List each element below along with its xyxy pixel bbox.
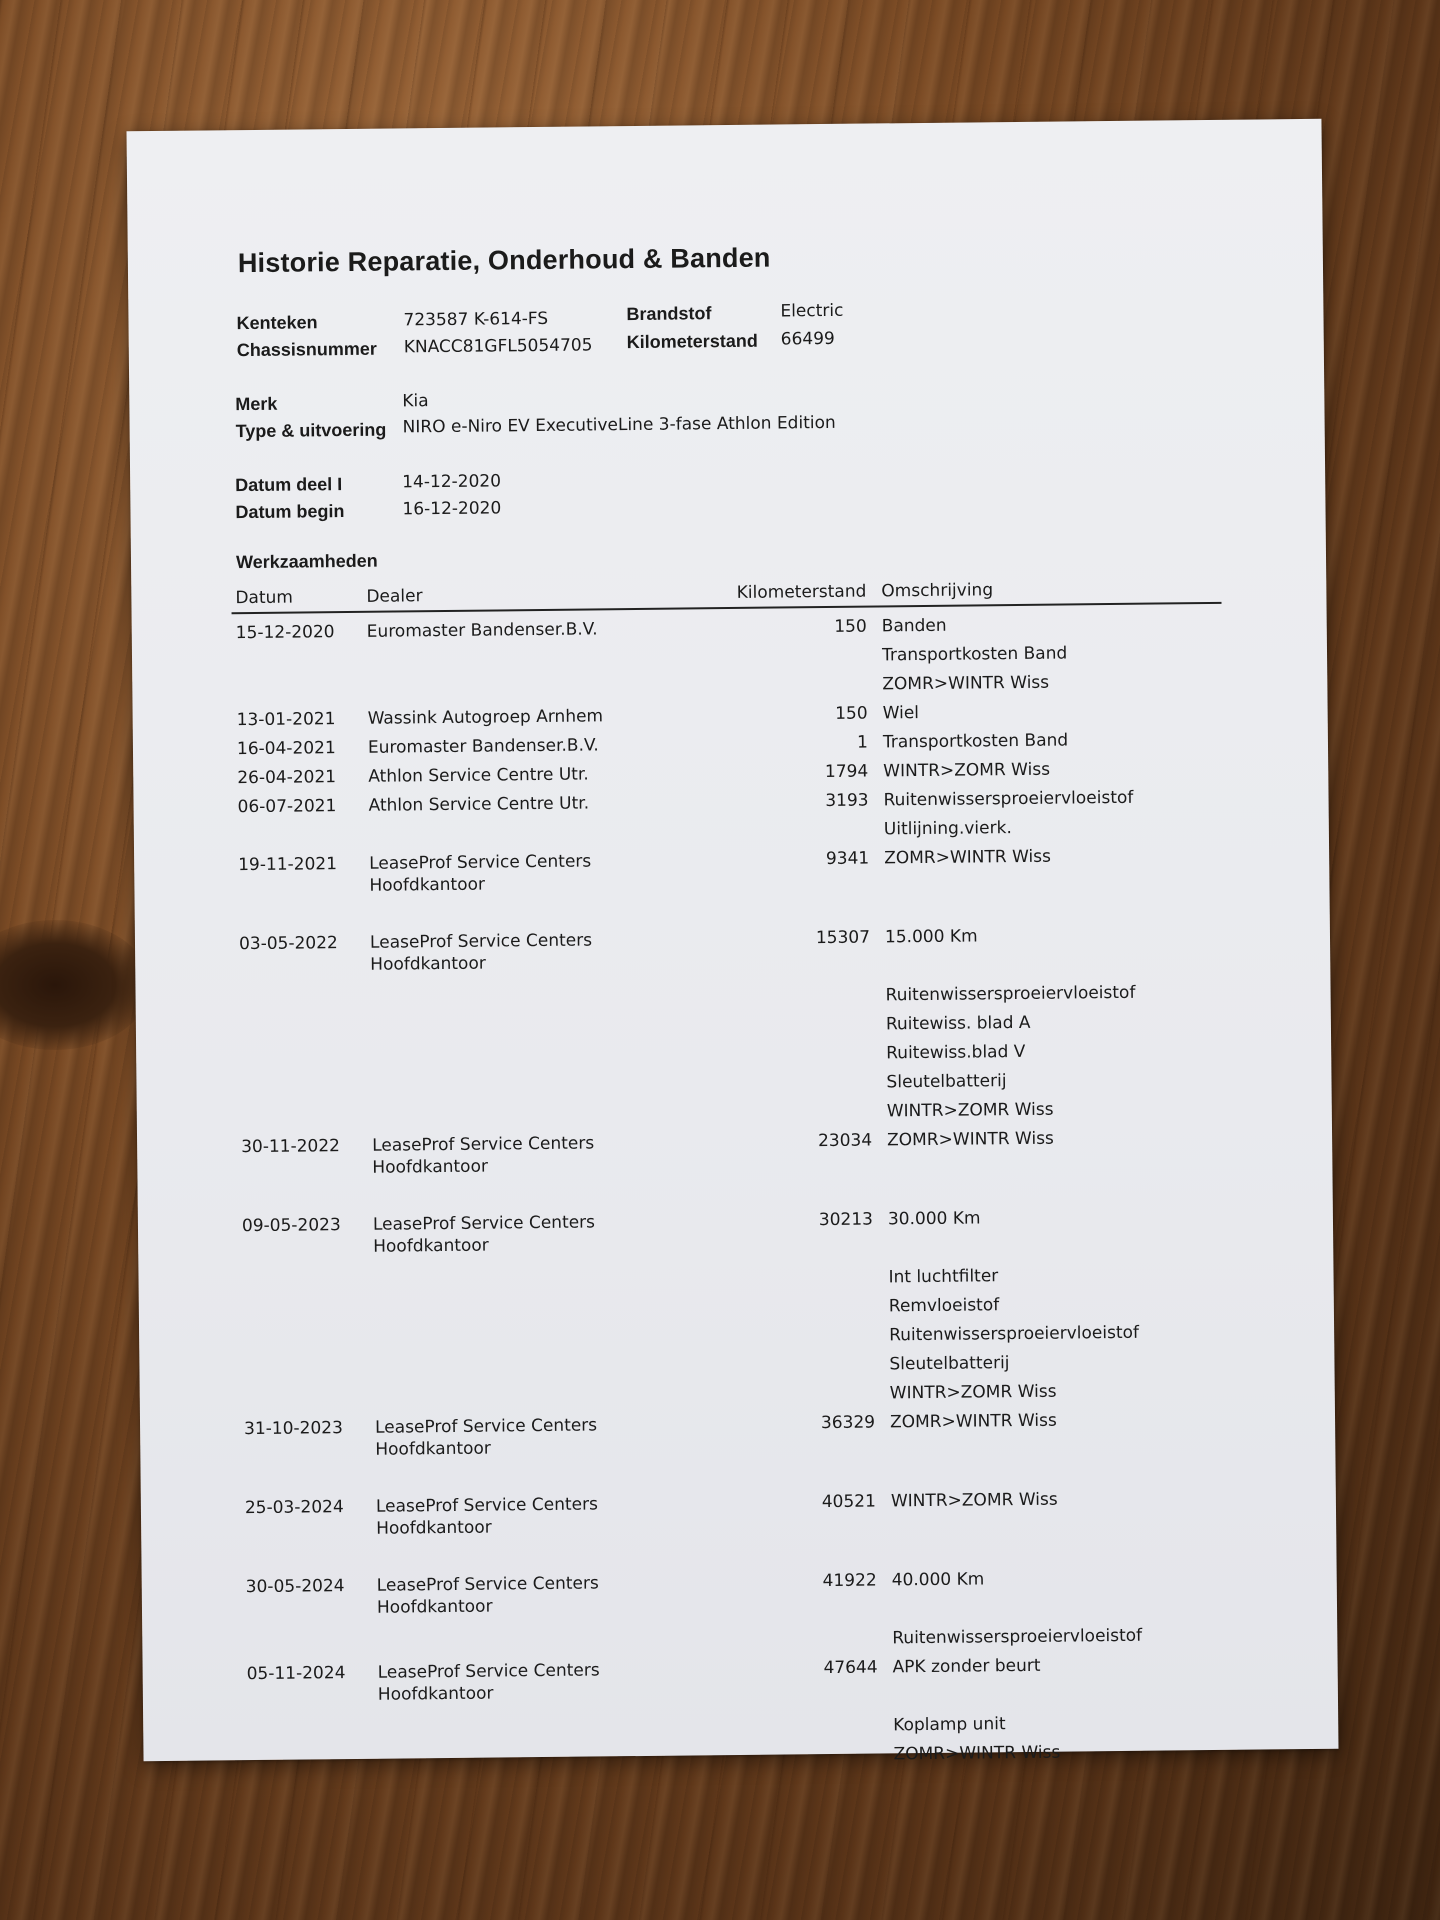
merk-label: Merk xyxy=(235,393,278,415)
werkzaamheden-title: Werkzaamheden xyxy=(235,550,378,573)
row-omschrijving: Transportkosten Band xyxy=(882,730,1069,753)
row-omschrijving: ZOMR>WINTR Wiss xyxy=(887,1128,1054,1151)
row-datum: 15-12-2020 xyxy=(235,622,335,644)
row-omschrijving: 30.000 Km xyxy=(887,1208,981,1230)
row-datum: 31-10-2023 xyxy=(243,1418,343,1440)
chassis-label: Chassisnummer xyxy=(236,338,377,361)
row-dealer: Athlon Service Centre Utr. xyxy=(368,793,590,816)
row-omschrijving: WINTR>ZOMR Wiss xyxy=(890,1489,1058,1512)
table-header xyxy=(231,576,1221,614)
row-dealer: Euromaster Bandenser.B.V. xyxy=(366,619,598,642)
table-row xyxy=(243,1653,1233,1765)
kilometerstand-label: Kilometerstand xyxy=(626,330,758,353)
row-omschrijving: Transportkosten Band xyxy=(881,643,1068,666)
row-omschrijving: 40.000 Km xyxy=(891,1569,985,1591)
row-dealer: Athlon Service Centre Utr. xyxy=(368,764,589,787)
row-datum: 26-04-2021 xyxy=(237,767,337,789)
row-kilometerstand: 15307 xyxy=(815,927,871,949)
row-omschrijving: Wiel xyxy=(882,703,920,724)
header-datum: Datum xyxy=(235,587,294,609)
row-dealer: LeaseProf Service Centers Hoofdkantoor xyxy=(372,1212,596,1257)
kilometerstand-value: 66499 xyxy=(780,328,835,350)
row-dealer: Wassink Autogroep Arnhem xyxy=(367,706,604,729)
brandstof-label: Brandstof xyxy=(626,303,712,325)
work-table xyxy=(231,576,1221,1765)
document-title: Historie Reparatie, Onderhoud & Banden xyxy=(237,242,771,279)
row-omschrijving: Banden xyxy=(881,615,947,637)
row-omschrijving: Int luchtfilter xyxy=(888,1266,999,1288)
table-row xyxy=(240,1408,1230,1460)
table-row xyxy=(235,923,1225,1122)
row-omschrijving: Ruitenwissersproeiervloeistof xyxy=(883,787,1134,811)
row-kilometerstand: 30213 xyxy=(818,1209,874,1231)
row-kilometerstand: 41922 xyxy=(822,1570,877,1592)
row-datum: 16-04-2021 xyxy=(236,738,336,760)
table-row xyxy=(232,612,1222,695)
row-omschrijving: Ruitewiss.blad V xyxy=(886,1041,1026,1064)
table-row xyxy=(233,699,1223,731)
table-row xyxy=(238,1205,1228,1404)
datum-begin-label: Datum begin xyxy=(235,501,345,523)
type-label: Type & uitvoering xyxy=(235,419,387,442)
header-dealer: Dealer xyxy=(366,586,423,607)
row-datum: 13-01-2021 xyxy=(236,709,336,731)
row-kilometerstand: 3193 xyxy=(825,790,869,812)
row-omschrijving: WINTR>ZOMR Wiss xyxy=(889,1381,1057,1404)
header-omschrijving: Omschrijving xyxy=(881,580,994,602)
row-kilometerstand: 1794 xyxy=(824,761,869,783)
row-omschrijving: Sleutelbatterij xyxy=(889,1353,1010,1375)
type-value: NIRO e-Niro EV ExecutiveLine 3-fase Athlon Edition xyxy=(402,412,836,438)
row-datum: 30-11-2022 xyxy=(241,1136,341,1158)
row-kilometerstand: 150 xyxy=(834,616,867,637)
row-dealer: LeaseProf Service Centers Hoofdkantoor xyxy=(372,1133,595,1178)
paper-sheet xyxy=(126,119,1338,1765)
datum-deel-value: 14-12-2020 xyxy=(402,471,502,493)
row-datum: 30-05-2024 xyxy=(245,1576,345,1598)
row-kilometerstand: 1 xyxy=(857,732,869,753)
row-omschrijving: Koplamp unit xyxy=(893,1714,1006,1736)
row-datum: 25-03-2024 xyxy=(244,1497,344,1519)
row-omschrijving: ZOMR>WINTR Wiss xyxy=(884,846,1052,869)
row-kilometerstand: 40521 xyxy=(821,1491,876,1513)
datum-deel-label: Datum deel I xyxy=(235,474,343,496)
kenteken-label: Kenteken xyxy=(236,312,318,334)
row-omschrijving: WINTR>ZOMR Wiss xyxy=(883,759,1051,782)
row-kilometerstand: 36329 xyxy=(820,1412,876,1434)
header-kilometerstand: Kilometerstand xyxy=(736,581,867,603)
brandstof-value: Electric xyxy=(780,300,844,322)
kenteken-value: 723587 K-614-FS xyxy=(403,308,549,331)
row-datum: 19-11-2021 xyxy=(238,854,338,876)
row-omschrijving: WINTR>ZOMR Wiss xyxy=(886,1099,1054,1122)
row-kilometerstand: 9341 xyxy=(825,848,870,870)
row-dealer: LeaseProf Service Centers Hoofdkantoor xyxy=(376,1573,599,1618)
wood-knot xyxy=(0,920,150,1050)
row-datum: 03-05-2022 xyxy=(238,933,338,955)
row-omschrijving: ZOMR>WINTR Wiss xyxy=(889,1410,1057,1433)
row-dealer: LeaseProf Service Centers Hoofdkantoor xyxy=(369,851,592,896)
row-dealer: LeaseProf Service Centers Hoofdkantoor xyxy=(374,1415,598,1460)
row-omschrijving: APK zonder beurt xyxy=(892,1655,1041,1678)
row-datum: 06-07-2021 xyxy=(237,796,337,818)
chassis-value: KNACC81GFL5054705 xyxy=(403,335,593,358)
row-omschrijving: Uitlijning.vierk. xyxy=(883,818,1012,840)
table-row xyxy=(242,1566,1232,1649)
row-dealer: Euromaster Bandenser.B.V. xyxy=(367,735,599,758)
row-omschrijving: Ruitenwissersproeiervloeistof xyxy=(885,982,1136,1006)
row-dealer: LeaseProf Service Centers Hoofdkantoor xyxy=(377,1660,600,1705)
row-omschrijving: ZOMR>WINTR Wiss xyxy=(882,672,1050,695)
merk-value: Kia xyxy=(402,391,429,412)
row-kilometerstand: 150 xyxy=(835,703,868,724)
row-datum: 09-05-2023 xyxy=(241,1215,341,1237)
table-row xyxy=(234,844,1224,896)
row-omschrijving: 15.000 Km xyxy=(884,926,978,948)
row-dealer: LeaseProf Service Centers Hoofdkantoor xyxy=(375,1494,599,1539)
row-omschrijving: Ruitenwissersproeiervloeistof xyxy=(889,1322,1140,1346)
row-kilometerstand: 23034 xyxy=(817,1130,873,1152)
row-datum: 05-11-2024 xyxy=(246,1663,346,1685)
table-row xyxy=(241,1487,1231,1539)
row-kilometerstand: 47644 xyxy=(823,1657,878,1679)
table-row xyxy=(237,1126,1227,1178)
row-omschrijving: Remvloeistof xyxy=(888,1295,1000,1317)
row-omschrijving: ZOMR>WINTR Wiss xyxy=(893,1742,1061,1765)
row-omschrijving: Ruitewiss. blad A xyxy=(885,1012,1031,1035)
row-omschrijving: Ruitenwissersproeiervloeistof xyxy=(892,1625,1143,1649)
datum-begin-value: 16-12-2020 xyxy=(402,498,502,520)
row-omschrijving: Sleutelbatterij xyxy=(886,1071,1007,1093)
row-dealer: LeaseProf Service Centers Hoofdkantoor xyxy=(369,930,593,975)
